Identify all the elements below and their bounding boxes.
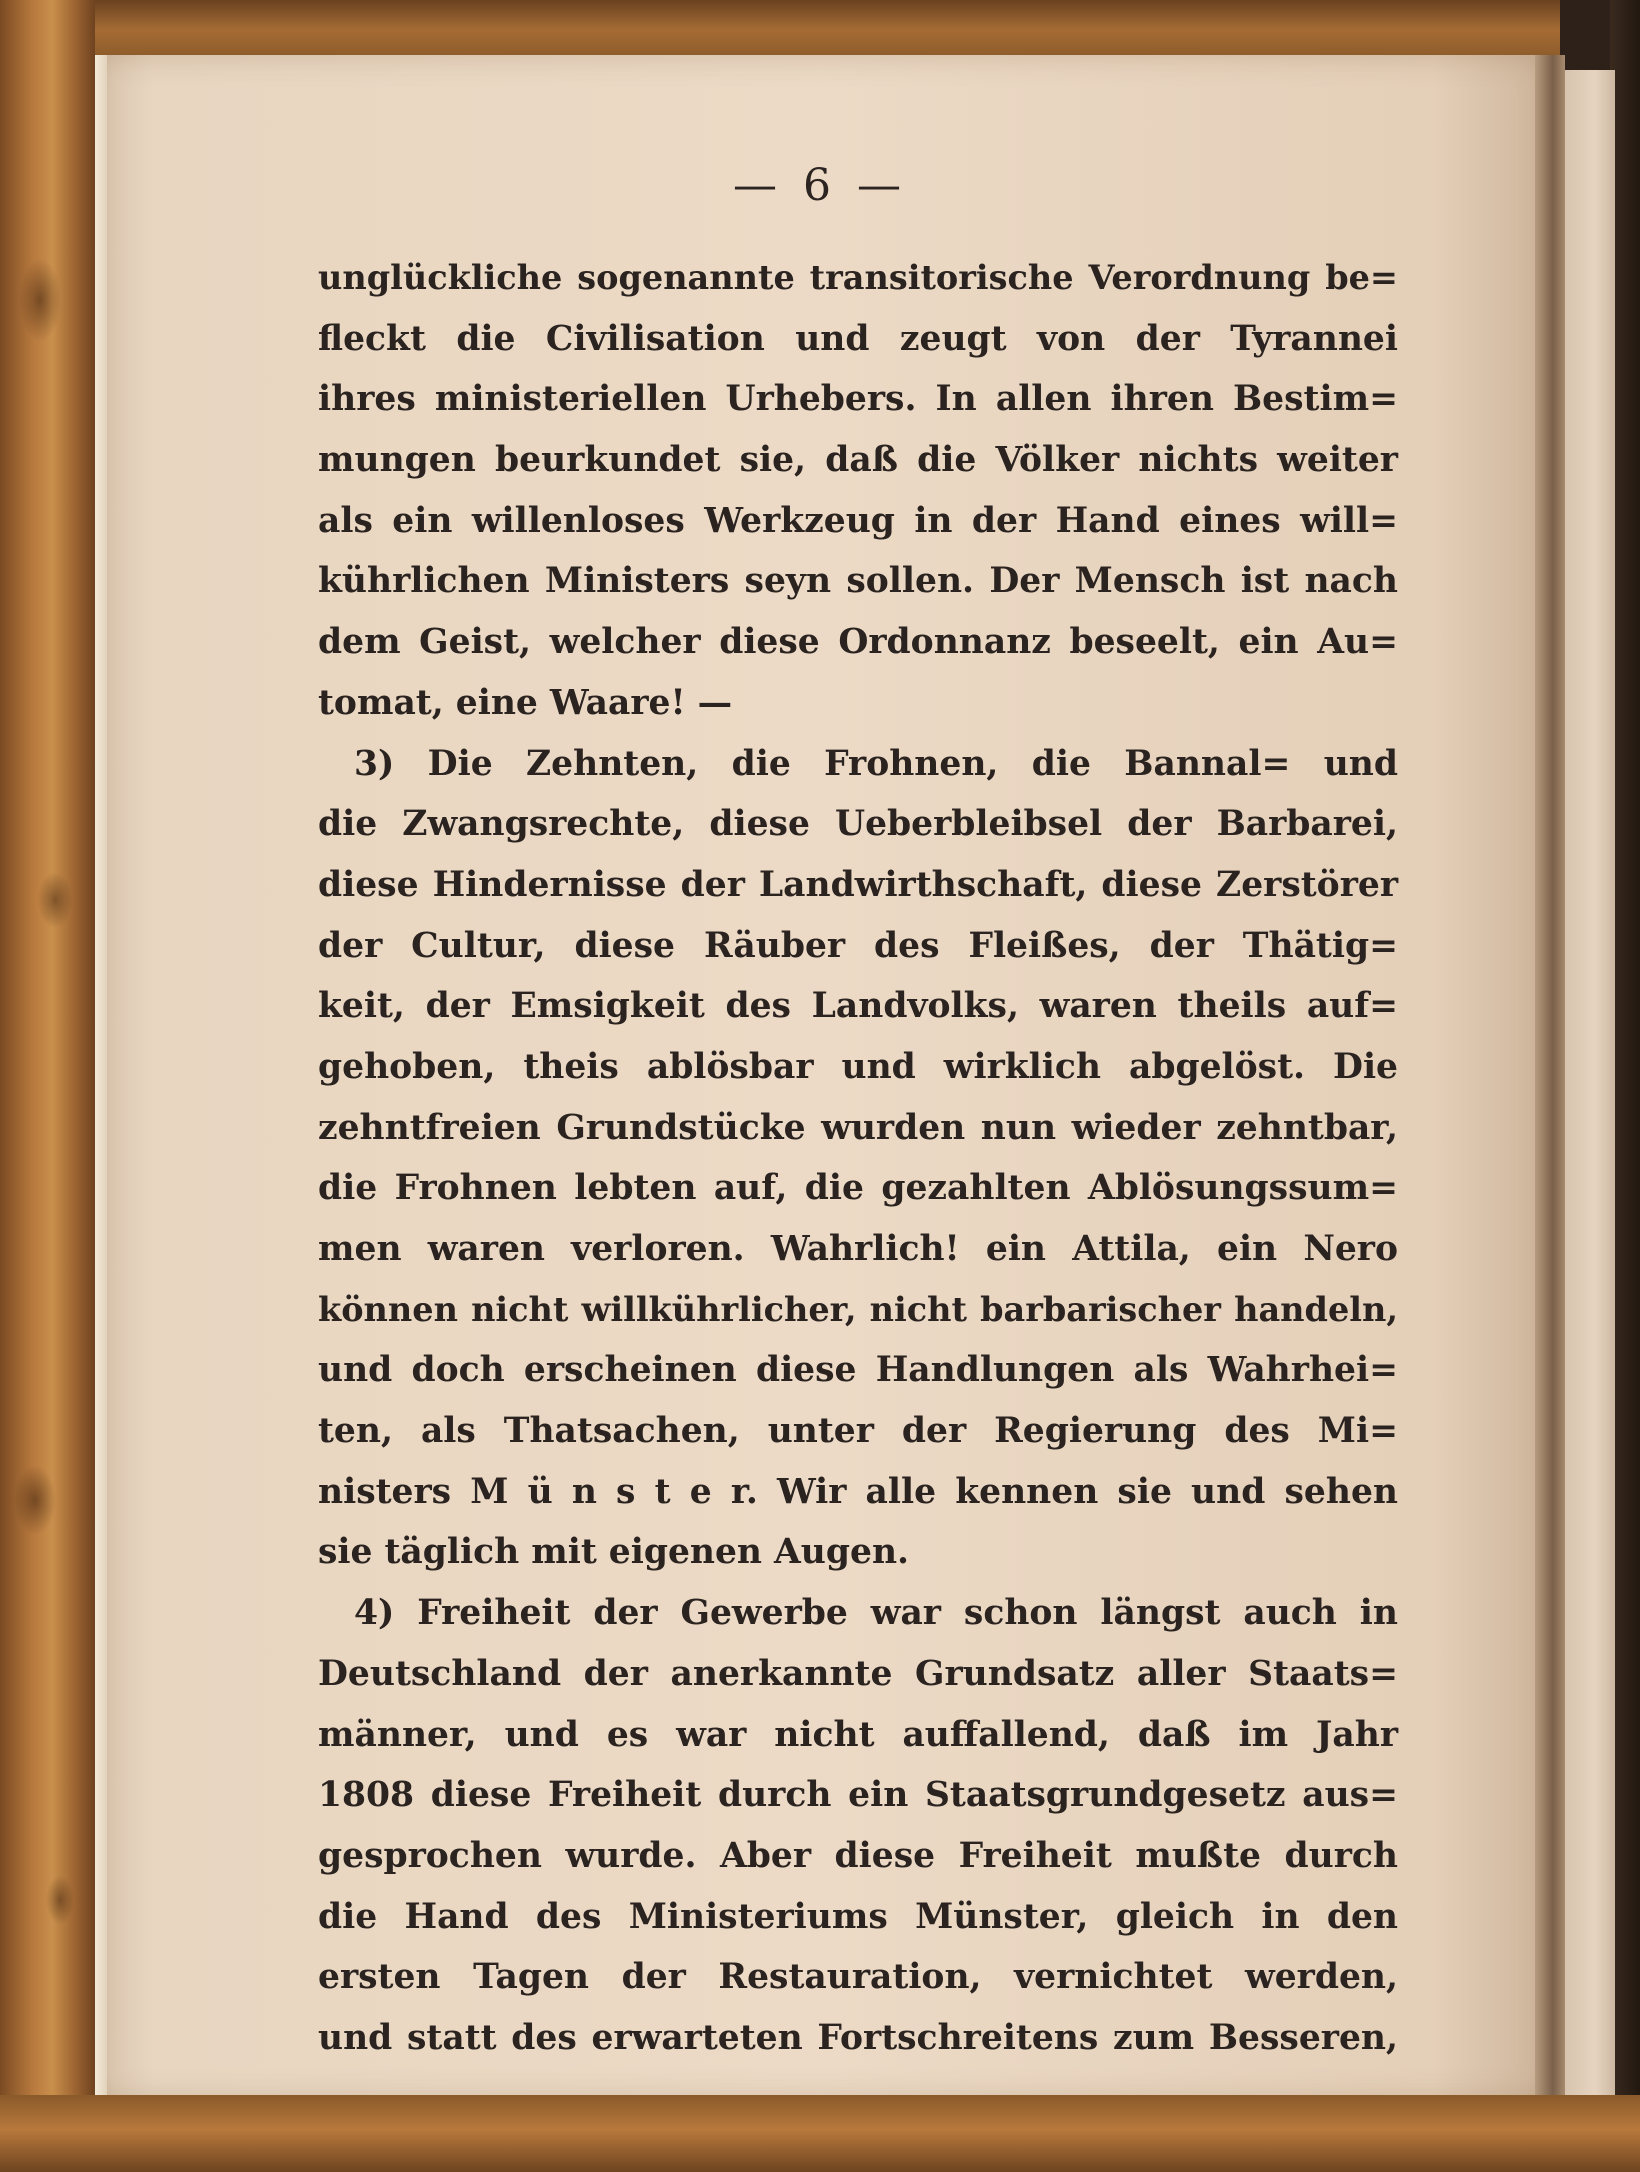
text-line: fleckt die Civilisation und zeugt von der Tyrannei [318, 318, 1398, 359]
text-line: gesprochen wurde. Aber diese Freiheit mußte durch [318, 1835, 1398, 1876]
text-line: die Zwangsrechte, diese Ueberbleibsel der Barbarei, [318, 804, 1398, 845]
text-line: diese Hindernisse der Landwirthschaft, diese Zerstörer [318, 864, 1398, 905]
text-line: die Hand des Ministeriums Münster, gleich in den [318, 1896, 1398, 1937]
text-line: zehntfreien Grundstücke wurden nun wieder zehntbar, [318, 1107, 1398, 1148]
text-line: als ein willenloses Werkzeug in der Hand eines will= [318, 500, 1398, 541]
text-line: Deutschland der anerkannte Grundsatz aller Staats= [318, 1653, 1398, 1694]
text-line: der Cultur, diese Räuber des Fleißes, der Thätig= [318, 925, 1398, 966]
text-line: ersten Tagen der Restauration, vernichtet werden, [318, 1957, 1398, 1998]
page-number: — 6 — [733, 160, 907, 211]
text-line: gehoben, theis ablösbar und wirklich abgelöst. Die [318, 1046, 1398, 1087]
text-line: ihres ministeriellen Urhebers. In allen ihren Bestim= [318, 379, 1398, 420]
text-line: 1808 diese Freiheit durch ein Staatsgrundgesetz aus= [318, 1775, 1398, 1816]
text-line: mungen beurkundet sie, daß die Völker nichts weiter [318, 440, 1398, 481]
text-line: können nicht willkührlicher, nicht barbarischer handeln, [318, 1289, 1398, 1329]
text-line: tomat, eine Waare! — [318, 682, 733, 723]
facing-page-edge [1565, 70, 1615, 2100]
cover-board-bottom [0, 2095, 1640, 2172]
text-line: men waren verloren. Wahrlich! ein Attila, ein Nero [318, 1229, 1398, 1269]
text-line: 3) Die Zehnten, die Frohnen, die Bannal= und [354, 743, 1398, 784]
body-text [318, 248, 1398, 2069]
text-line: männer, und es war nicht auffallend, daß im Jahr [318, 1714, 1398, 1755]
page-fore-edge [95, 55, 107, 2100]
text-line: und statt des erwarteten Fortschreitens zum Besseren, [318, 2017, 1398, 2058]
text-line: dem Geist, welcher diese Ordonnanz beseelt, ein Au= [318, 622, 1398, 663]
text-line: nisters M ü n s t e r. Wir alle kennen sie und sehen [318, 1471, 1398, 1512]
cover-board-left [0, 0, 95, 2172]
text-line: sie täglich mit eigenen Augen. [318, 1532, 910, 1573]
text-line: unglückliche sogenannte transitorische Verordnung be= [318, 258, 1398, 297]
cover-board-top [0, 0, 1560, 60]
text-line: kührlichen Ministers seyn sollen. Der Mensch ist nach [318, 561, 1398, 602]
text-line: keit, der Emsigkeit des Landvolks, waren theils auf= [318, 986, 1398, 1027]
book-gutter [1535, 55, 1565, 2100]
text-line: ten, als Thatsachen, unter der Regierung des Mi= [318, 1411, 1398, 1452]
text-line: 4) Freiheit der Gewerbe war schon längst auch in [354, 1593, 1398, 1634]
text-line: und doch erscheinen diese Handlungen als Wahrhei= [318, 1350, 1398, 1391]
text-line: die Frohnen lebten auf, die gezahlten Ablösungssum= [318, 1168, 1398, 1209]
